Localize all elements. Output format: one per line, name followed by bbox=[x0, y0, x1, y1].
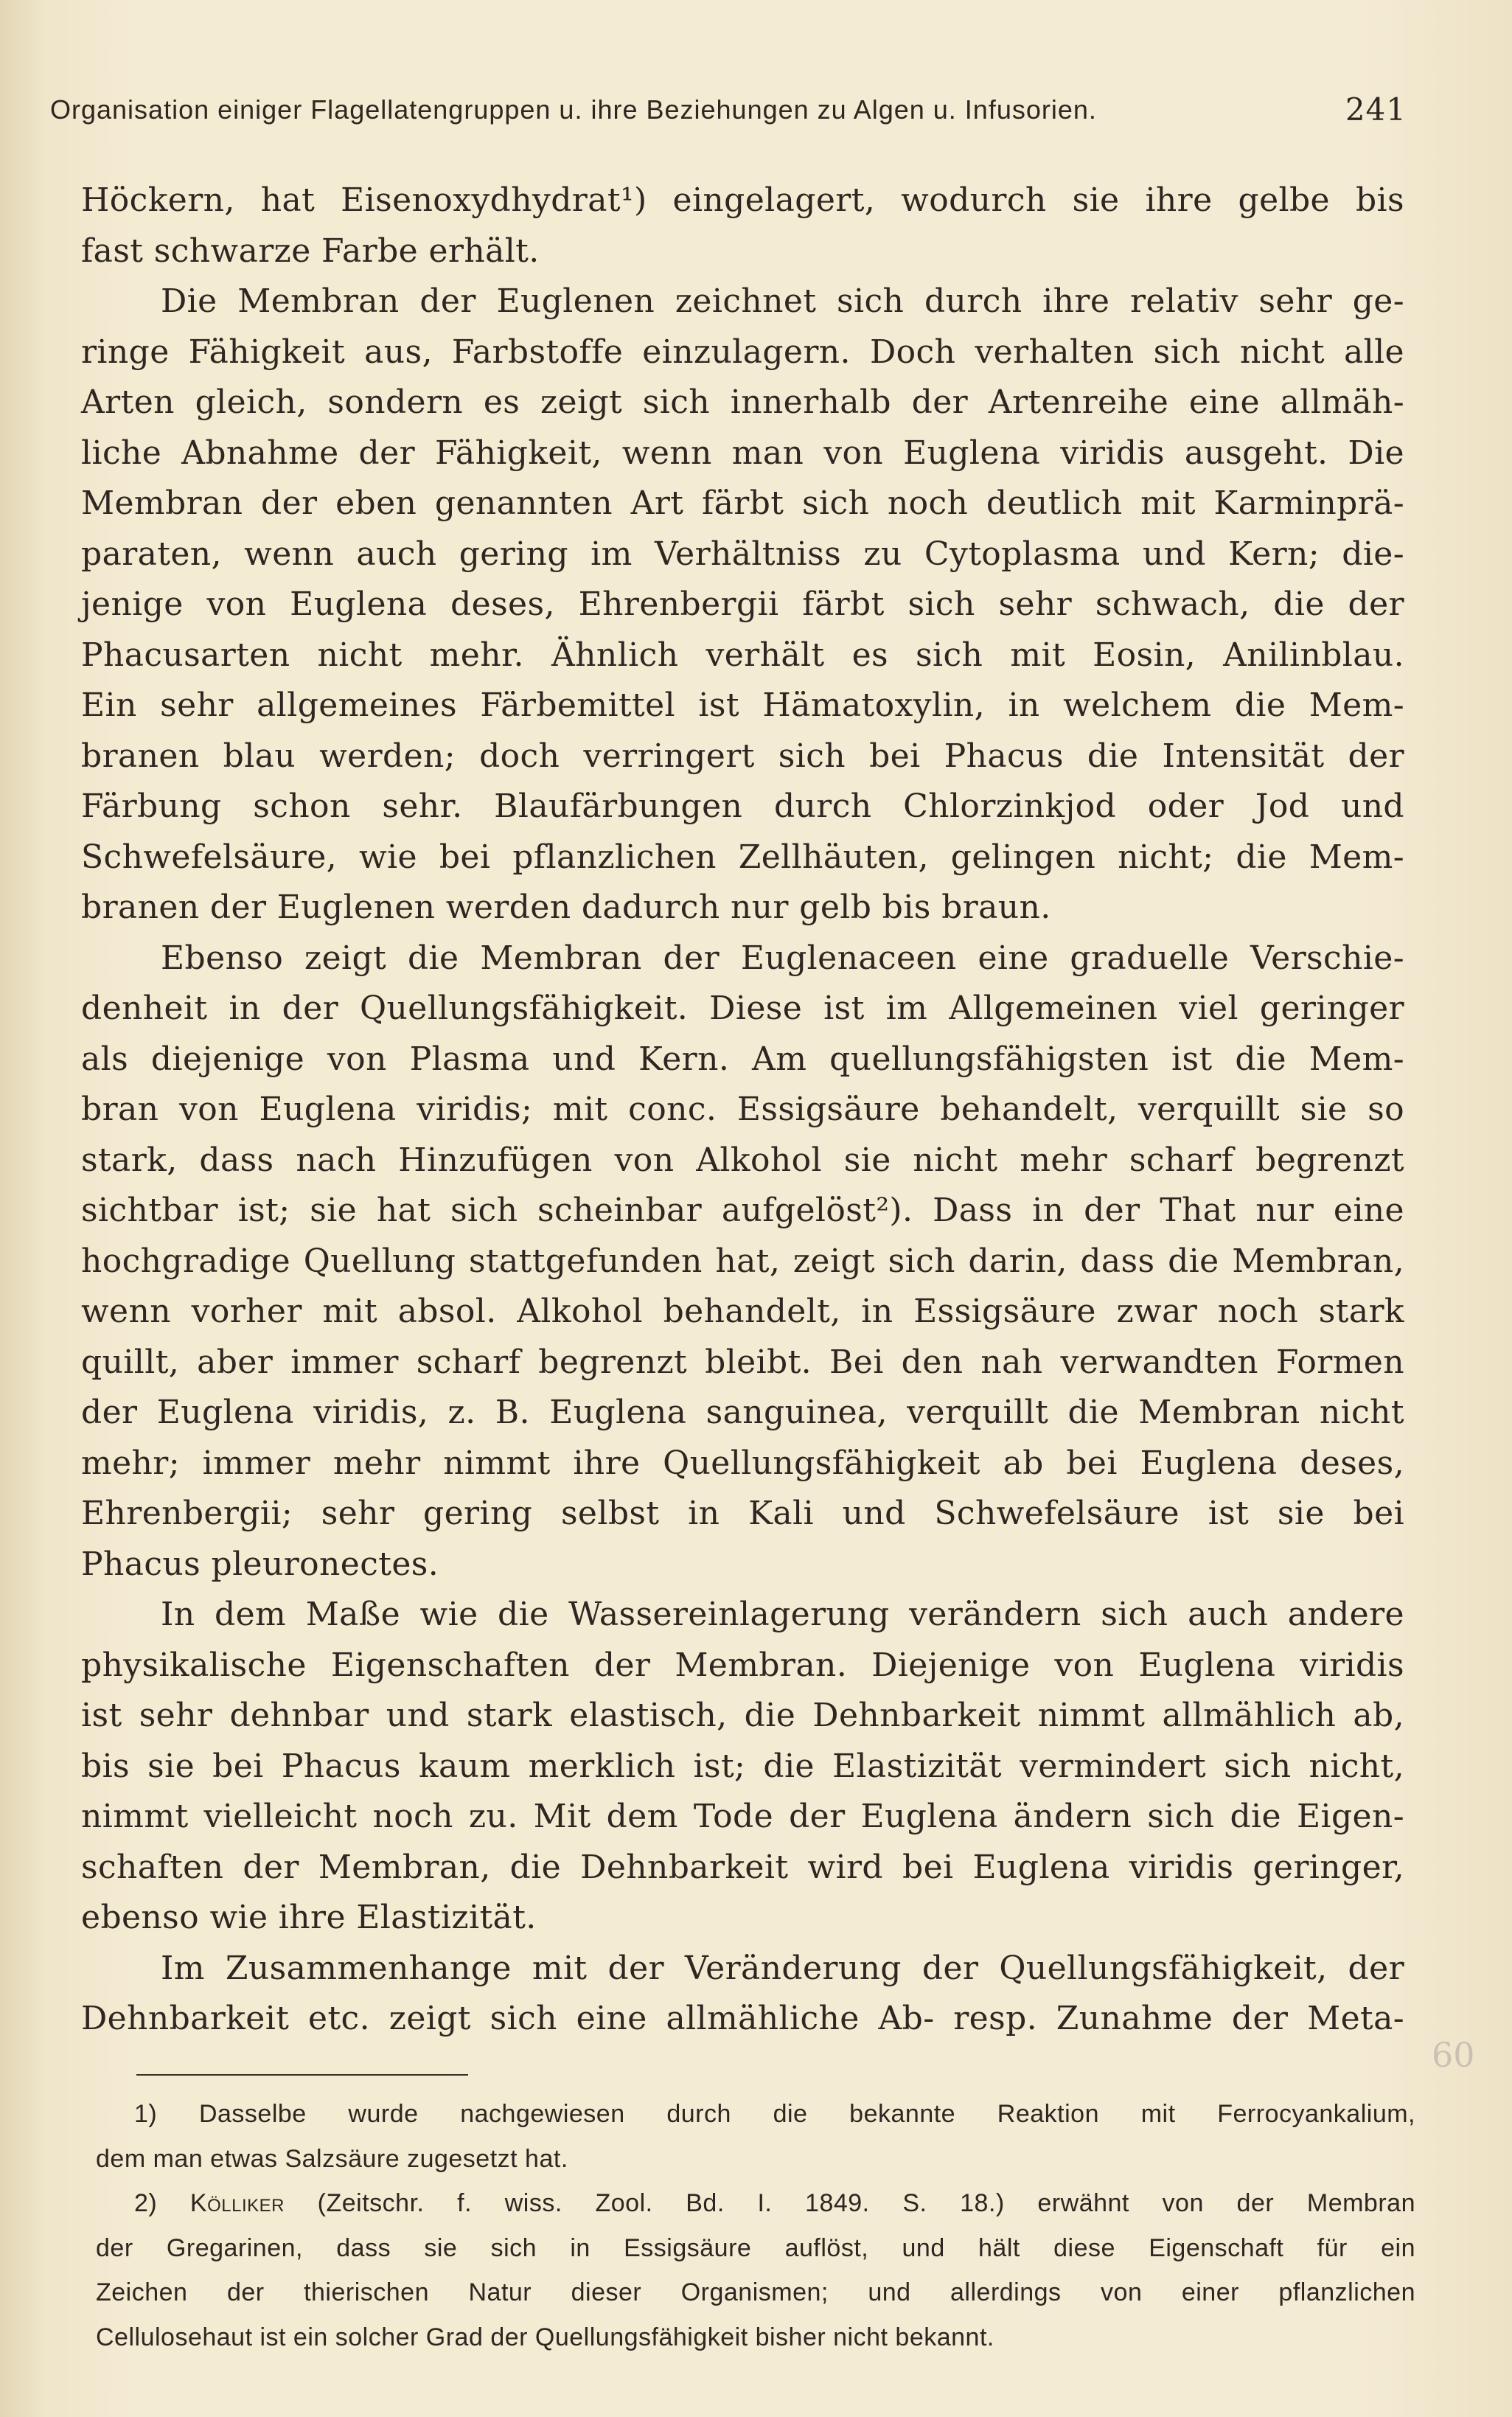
text-line: branen blau werden; doch verringert sich bei Phacus die Intensität der bbox=[81, 737, 1404, 775]
text-line: denheit in der Quellungsfähigkeit. Diese ist im Allgemeinen viel geringer bbox=[81, 990, 1404, 1027]
text-line: physikalische Eigenschaften der Membran. Diejenige von Euglena viridis bbox=[81, 1646, 1404, 1684]
text-line: ebenso wie ihre Elastizität. bbox=[81, 1899, 537, 1936]
text-line: ist sehr dehnbar und stark elastisch, die Dehnbarkeit nimmt allmählich ab, bbox=[81, 1697, 1404, 1734]
text-line: sichtbar ist; sie hat sich scheinbar aufgelöst²). Dass in der That nur eine bbox=[81, 1192, 1404, 1229]
text-line: der Euglena viridis, z. B. Euglena sanguinea, verquillt die Membran nicht bbox=[81, 1394, 1404, 1431]
footnote-2-number: 2) bbox=[134, 2189, 158, 2217]
footnote-divider bbox=[136, 2074, 468, 2076]
text-line: liche Abnahme der Fähigkeit, wenn man von Euglena viridis ausgeht. Die bbox=[81, 434, 1404, 472]
text-line: In dem Maße wie die Wassereinlagerung verändern sich auch andere bbox=[161, 1596, 1404, 1633]
margin-pencil-mark: 60 bbox=[1432, 2035, 1475, 2075]
footnote-1-line: 1) Dasselbe wurde nachgewiesen durch die bekannte Reaktion mit Ferrocyankalium, bbox=[134, 2100, 1415, 2128]
footnote-2-line: der Gregarinen, dass sie sich in Essigsäure auflöst, und hält diese Eigenschaft für ein bbox=[96, 2233, 1415, 2262]
text-line: mehr; immer mehr nimmt ihre Quellungsfähigkeit ab bei Euglena deses, bbox=[81, 1444, 1404, 1482]
text-line: bran von Euglena viridis; mit conc. Essigsäure behandelt, verquillt sie so bbox=[81, 1091, 1404, 1128]
body-text bbox=[81, 175, 1404, 2045]
text-line: fast schwarze Farbe erhält. bbox=[81, 232, 540, 270]
page-number: 241 bbox=[1345, 91, 1407, 128]
text-line: Die Membran der Euglenen zeichnet sich durch ihre relativ sehr ge- bbox=[161, 282, 1404, 320]
footnote-1-line: dem man etwas Salzsäure zugesetzt hat. bbox=[96, 2144, 568, 2173]
text-line: ringe Fähigkeit aus, Farbstoffe einzulagern. Doch verhalten sich nicht alle bbox=[81, 333, 1404, 371]
text-line: jenige von Euglena deses, Ehrenbergii färbt sich sehr schwach, die der bbox=[81, 585, 1404, 623]
running-header bbox=[50, 91, 1407, 128]
text-line: Ehrenbergii; sehr gering selbst in Kali und Schwefelsäure ist sie bei bbox=[81, 1495, 1404, 1532]
text-line: quillt, aber immer scharf begrenzt bleibt. Bei den nah verwandten Formen bbox=[81, 1343, 1404, 1381]
text-line: nimmt vielleicht noch zu. Mit dem Tode der Euglena ändern sich die Eigen- bbox=[81, 1798, 1404, 1835]
text-line: Ein sehr allgemeines Färbemittel ist Hämatoxylin, in welchem die Mem- bbox=[81, 686, 1404, 724]
text-line: Im Zusammenhange mit der Veränderung der Quellungsfähigkeit, der bbox=[161, 1949, 1404, 1987]
text-line: Phacus pleuronectes. bbox=[81, 1545, 439, 1583]
text-line: bis sie bei Phacus kaum merklich ist; die Elastizität vermindert sich nicht, bbox=[81, 1747, 1404, 1785]
text-line: Phacusarten nicht mehr. Ähnlich verhält es sich mit Eosin, Anilinblau. bbox=[81, 636, 1404, 674]
footnote-2-author: Kölliker bbox=[189, 2189, 285, 2217]
text-line: Dehnbarkeit etc. zeigt sich eine allmähliche Ab- resp. Zunahme der Meta- bbox=[81, 2000, 1404, 2037]
text-line: branen der Euglenen werden dadurch nur gelb bis braun. bbox=[81, 888, 1051, 926]
footnote-2-text: (Zeitschr. f. wiss. Zool. Bd. I. 1849. S. 18.) erwähnt von der Membran bbox=[317, 2189, 1415, 2217]
running-header-title: Organisation einiger Flagellatengruppen u. ihre Beziehungen zu Algen u. Infusorien. bbox=[50, 94, 1097, 125]
text-line: schaften der Membran, die Dehnbarkeit wird bei Euglena viridis geringer, bbox=[81, 1848, 1404, 1886]
footnote-2-line bbox=[96, 2181, 1415, 2226]
text-line: als diejenige von Plasma und Kern. Am quellungsfähigsten ist die Mem- bbox=[81, 1040, 1404, 1078]
footnote-2-line: Zeichen der thierischen Natur dieser Organismen; und allerdings von einer pflanzlichen bbox=[96, 2278, 1415, 2306]
text-line: Schwefelsäure, wie bei pflanzlichen Zellhäuten, gelingen nicht; die Mem- bbox=[81, 838, 1404, 876]
footnotes bbox=[96, 2092, 1415, 2359]
text-line: hochgradige Quellung stattgefunden hat, zeigt sich darin, dass die Membran, bbox=[81, 1242, 1404, 1280]
text-line: Arten gleich, sondern es zeigt sich innerhalb der Artenreihe eine allmäh- bbox=[81, 383, 1404, 421]
text-line: wenn vorher mit absol. Alkohol behandelt, in Essigsäure zwar noch stark bbox=[81, 1293, 1404, 1330]
text-line: Färbung schon sehr. Blaufärbungen durch Chlorzinkjod oder Jod und bbox=[81, 787, 1404, 825]
text-line: Höckern, hat Eisenoxydhydrat¹) eingelagert, wodurch sie ihre gelbe bis bbox=[81, 181, 1404, 219]
text-line: stark, dass nach Hinzufügen von Alkohol sie nicht mehr scharf begrenzt bbox=[81, 1141, 1404, 1179]
text-line: paraten, wenn auch gering im Verhältniss zu Cytoplasma und Kern; die- bbox=[81, 535, 1404, 573]
text-line: Ebenso zeigt die Membran der Euglenaceen eine graduelle Verschie- bbox=[161, 939, 1404, 977]
text-line: Membran der eben genannten Art färbt sich noch deutlich mit Karminprä- bbox=[81, 484, 1404, 522]
footnote-2-line: Cellulosehaut ist ein solcher Grad der Quellungsfähigkeit bisher nicht bekannt. bbox=[96, 2323, 994, 2351]
